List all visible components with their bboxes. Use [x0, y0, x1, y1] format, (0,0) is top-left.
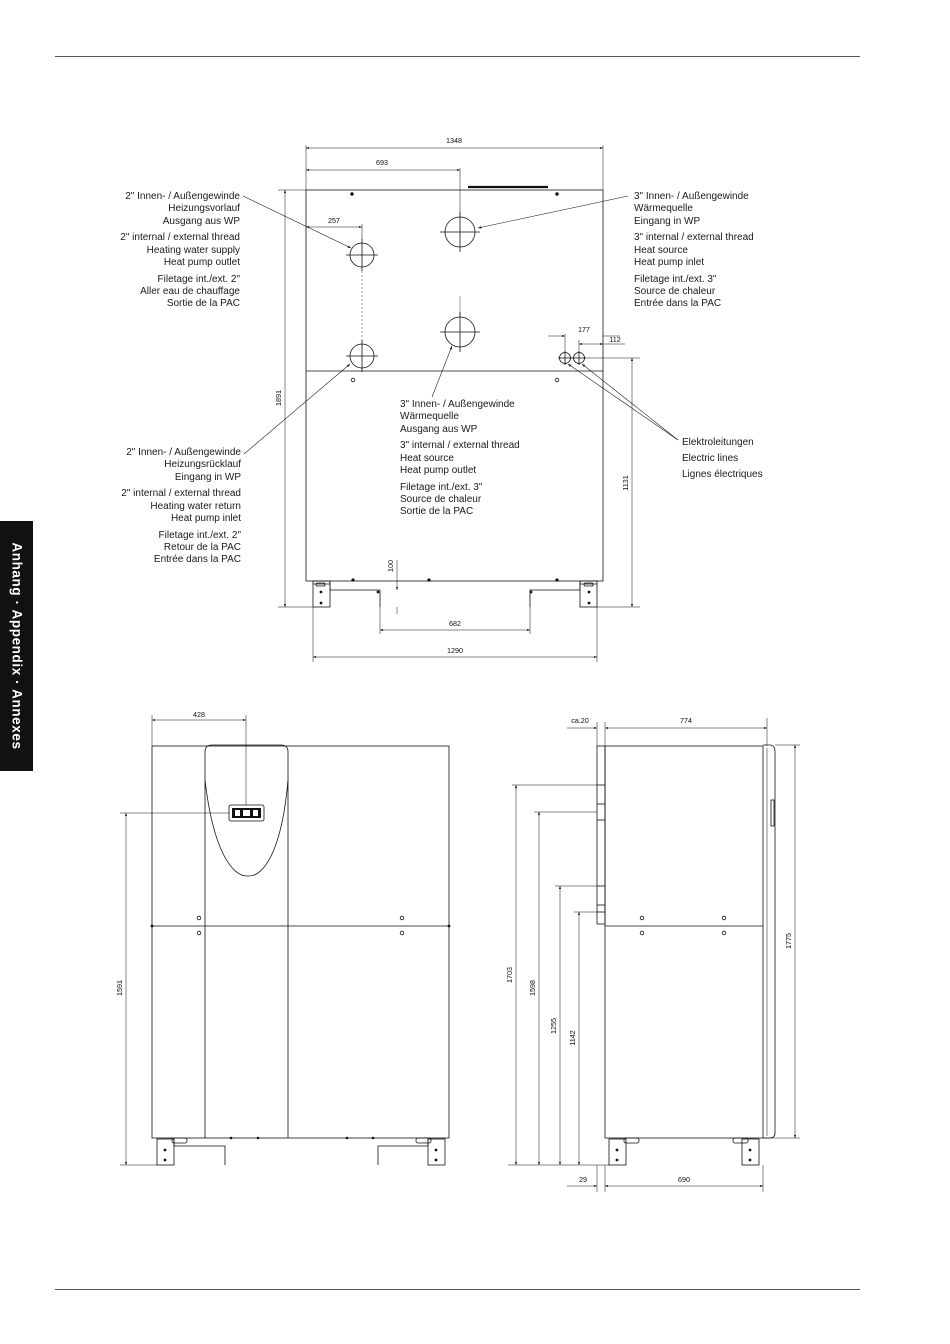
side-tab-label: Anhang · Appendix · Annexes — [9, 542, 24, 750]
note-line: Heizungsvorlauf — [168, 203, 240, 215]
dim-1290: 1290 — [447, 646, 463, 655]
note-line: Heating water return — [150, 500, 241, 512]
dim-774: 774 — [680, 716, 692, 725]
dim-177: 177 — [578, 325, 590, 334]
note-line: Wärmequelle — [400, 411, 459, 423]
dim-1255: 1255 — [549, 1018, 558, 1034]
note-line: Lignes électriques — [682, 469, 763, 480]
note-line: Heat pump inlet — [634, 256, 705, 268]
side-view — [505, 716, 800, 1192]
front-door-arc — [205, 780, 288, 876]
side-front-panel — [763, 745, 775, 1138]
note-heat-source-outlet — [400, 399, 520, 519]
note-line: Heating water supply — [146, 244, 240, 256]
note-line: Heat source — [634, 244, 688, 256]
dim-1142: 1142 — [568, 1030, 577, 1046]
note-line: Filetage int./ext. 2" — [158, 529, 241, 541]
note-line: Heat pump outlet — [400, 464, 477, 476]
note-electric-lines — [682, 435, 763, 483]
note-heating-return — [121, 447, 241, 567]
dim-690: 690 — [678, 1175, 690, 1184]
note-line: Entrée dans la PAC — [634, 298, 722, 310]
note-line: Filetage int./ext. 3" — [400, 481, 483, 493]
electric-ports — [558, 351, 586, 365]
note-line: 3" internal / external thread — [400, 440, 520, 452]
note-line: 2" Innen- / Außengewinde — [126, 447, 241, 458]
note-line: 2" internal / external thread — [120, 232, 240, 244]
note-line: 3" internal / external thread — [634, 232, 754, 244]
note-line: Sortie de la PAC — [400, 506, 474, 518]
note-line: Wärmequelle — [634, 203, 693, 215]
dim-1131: 1131 — [621, 475, 630, 491]
front-view — [115, 710, 450, 1165]
dim-428: 428 — [193, 710, 205, 719]
rear-connection-block — [597, 746, 605, 924]
dim-1348: 1348 — [446, 136, 462, 145]
note-line: Filetage int./ext. 2" — [157, 273, 240, 285]
note-line: 3" Innen- / Außengewinde — [634, 191, 749, 202]
side-view-body — [605, 746, 763, 1138]
side-view-dimensions — [508, 718, 800, 1192]
heat-source-inlet-port — [440, 212, 480, 252]
note-line: Heizungsrücklauf — [164, 459, 241, 471]
note-line: Electric lines — [682, 453, 739, 464]
front-view-body — [152, 746, 449, 1138]
note-line: Heat pump outlet — [163, 256, 240, 268]
heating-return-port — [346, 340, 378, 372]
dim-100: 100 — [386, 560, 395, 572]
note-line: Retour de la PAC — [163, 542, 241, 554]
note-heating-supply — [120, 191, 240, 311]
dim-1891: 1891 — [274, 390, 283, 406]
rear-view-body — [306, 190, 603, 581]
dim-1703: 1703 — [505, 967, 514, 983]
note-line: Source de chaleur — [400, 494, 482, 506]
rear-view-base — [313, 581, 597, 607]
note-line: Aller eau de chauffage — [140, 286, 240, 298]
dim-1598: 1598 — [528, 980, 537, 996]
dim-682: 682 — [449, 619, 461, 628]
front-view-base — [157, 1137, 445, 1165]
note-line: 2" internal / external thread — [121, 488, 241, 500]
front-view-dimensions — [120, 715, 246, 1165]
side-view-base — [609, 1138, 759, 1165]
note-line: 3" Innen- / Außengewinde — [400, 399, 515, 410]
note-line: Source de chaleur — [634, 286, 716, 298]
note-line: Filetage int./ext. 3" — [634, 273, 717, 285]
dim-ca20: ca.20 — [571, 716, 589, 725]
dim-29: 29 — [579, 1175, 587, 1184]
note-line: Eingang in WP — [174, 471, 241, 483]
note-line: Entrée dans la PAC — [153, 554, 241, 566]
front-panel — [205, 745, 288, 1138]
dim-693: 693 — [376, 158, 388, 167]
note-line: Ausgang aus WP — [162, 215, 240, 227]
dim-257: 257 — [328, 216, 340, 225]
note-line: Heat pump inlet — [170, 512, 241, 524]
note-line: Sortie de la PAC — [166, 298, 240, 310]
dim-1775: 1775 — [784, 933, 793, 949]
note-line: Elektroleitungen — [682, 437, 754, 448]
note-line: 2" Innen- / Außengewinde — [125, 191, 240, 202]
heat-source-outlet-port — [440, 312, 480, 352]
note-heat-source-inlet — [634, 191, 754, 311]
note-line: Heat source — [400, 452, 454, 464]
note-line: Ausgang aus WP — [400, 423, 478, 435]
dim-1591: 1591 — [115, 980, 124, 996]
dim-112: 112 — [609, 335, 621, 344]
note-line: Eingang in WP — [634, 215, 701, 227]
heating-supply-port — [346, 239, 378, 271]
